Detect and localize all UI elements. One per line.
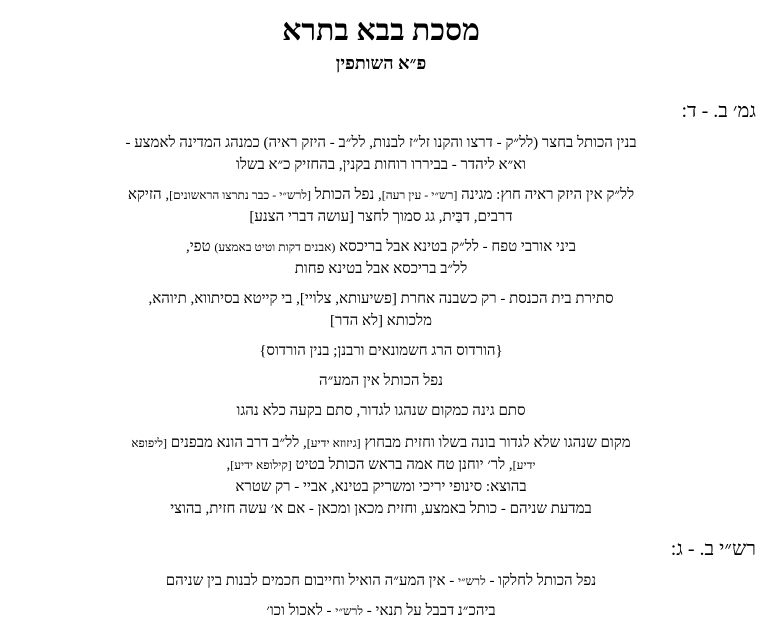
text-line: לל״ב בריכסא אבל בטינא פחות [294, 261, 468, 277]
document-subtitle: פ״א השותפין [335, 53, 427, 73]
text-line: במדעת שניהם - כותל באמצע, וחזית מכאן ומכאן - אם א׳ עשה חזית, בהוצי [170, 501, 592, 517]
note-bini-urvei [4, 236, 758, 280]
text-line [4, 570, 758, 592]
small-note-segment: [רש״י - עין רעה] [381, 188, 458, 202]
note-hezek-reiyah [4, 184, 758, 228]
small-note-segment: לרש״י [335, 604, 364, 618]
text-segment: - לאכול וכו׳ [266, 603, 336, 619]
document-title: מסכת בבא בתרא [282, 14, 480, 47]
text-segment: ביני אורבי טפח - לל״ק בטינא אבל בריכסא [335, 239, 576, 255]
text-line [4, 184, 758, 206]
text-line [4, 600, 758, 622]
note-beit-knesset-bavel [4, 600, 758, 622]
rashi-section-header: רש״י ב. - ג: [670, 538, 756, 560]
note-makom-shenahagu [4, 432, 758, 520]
note-binyan-hakotel [4, 132, 758, 176]
text-segment: ביהכ״נ דבבל על תנאי - [363, 603, 496, 619]
text-line: דרבים, דבַּית, גג סמוך לחצר [עושה דברי הצנע] [249, 209, 513, 225]
text-line: מלכותא [לא הדר] [330, 313, 432, 329]
small-note-segment: [גיזוזא ידיע] [306, 436, 361, 450]
small-note-segment: לרש״י [457, 574, 486, 588]
text-segment: , לר׳ יוחנן טח אמה בראש הכותל בטיט [291, 457, 513, 473]
text-line: נפל הכותל אין המע״ה [318, 373, 444, 389]
small-note-segment: [ליפופא [131, 436, 167, 450]
small-note-segment: [לרש״י - כבר נתרצו הראשונים] [169, 188, 311, 202]
text-line: סתירת בית הכנסת - רק כשבנה אחרת [פשיעותא, צלויי], בי קייטא בסיתווא, תיוהא, [148, 291, 614, 307]
text-segment: , לל״ב דרב הונא מבפנים [166, 435, 307, 451]
text-line [4, 236, 758, 258]
text-segment: - אין המע״ה הואיל וחייבום חכמים לבנות בין שניהם [165, 573, 458, 589]
text-line [4, 454, 758, 476]
text-segment: , הזיקא [127, 187, 170, 203]
text-line: {הורדוס הרג חשמונאים ורבנן; בנין הורדוס} [259, 343, 503, 359]
small-note-segment: [קילופא ידיע] [230, 458, 292, 472]
text-segment: טפי, [186, 239, 215, 255]
text-line [4, 432, 758, 454]
text-segment: נפל הכותל לחלקו - [485, 573, 597, 589]
text-line: בהוצא: סינופי יריכי ומשריק בטינא, אביי - רק שטרא [235, 479, 527, 495]
text-segment: , נפל הכותל [311, 187, 382, 203]
small-note-segment: (אבנים דקות וטיט באמצע) [214, 240, 336, 254]
text-segment: , [226, 457, 231, 473]
text-line: סתם גינה כמקום שנהגו לגדור, סתם בקעה כלא נהגו [236, 403, 526, 419]
note-stam-ginah [4, 400, 758, 422]
text-segment: לל״ק אין היזק ראיה חוץ: מגינה [457, 187, 635, 203]
text-segment: מקום שנהגו שלא לגדור בונה בשלו וחזית מבחוץ [360, 435, 631, 451]
text-line: וא״א ליהדר - בביררו רוחות בקנין, בהחזיק כ״א בשלו [236, 157, 526, 173]
note-nafal-lechelko [4, 570, 758, 592]
note-nafal-hakotel [4, 370, 758, 392]
small-note-segment: ידיע] [512, 458, 536, 472]
note-hordus [4, 340, 758, 362]
gemara-section-header: גמ׳ ב. - ד: [681, 100, 756, 122]
note-stirat-beit-knesset [4, 288, 758, 332]
text-line: בנין הכותל בחצר (לל״ק - דרצו והקנו זל״ז לבנות, לל״ב - היזק ראיה) כמנהג המדינה לאמצע - [125, 135, 637, 151]
